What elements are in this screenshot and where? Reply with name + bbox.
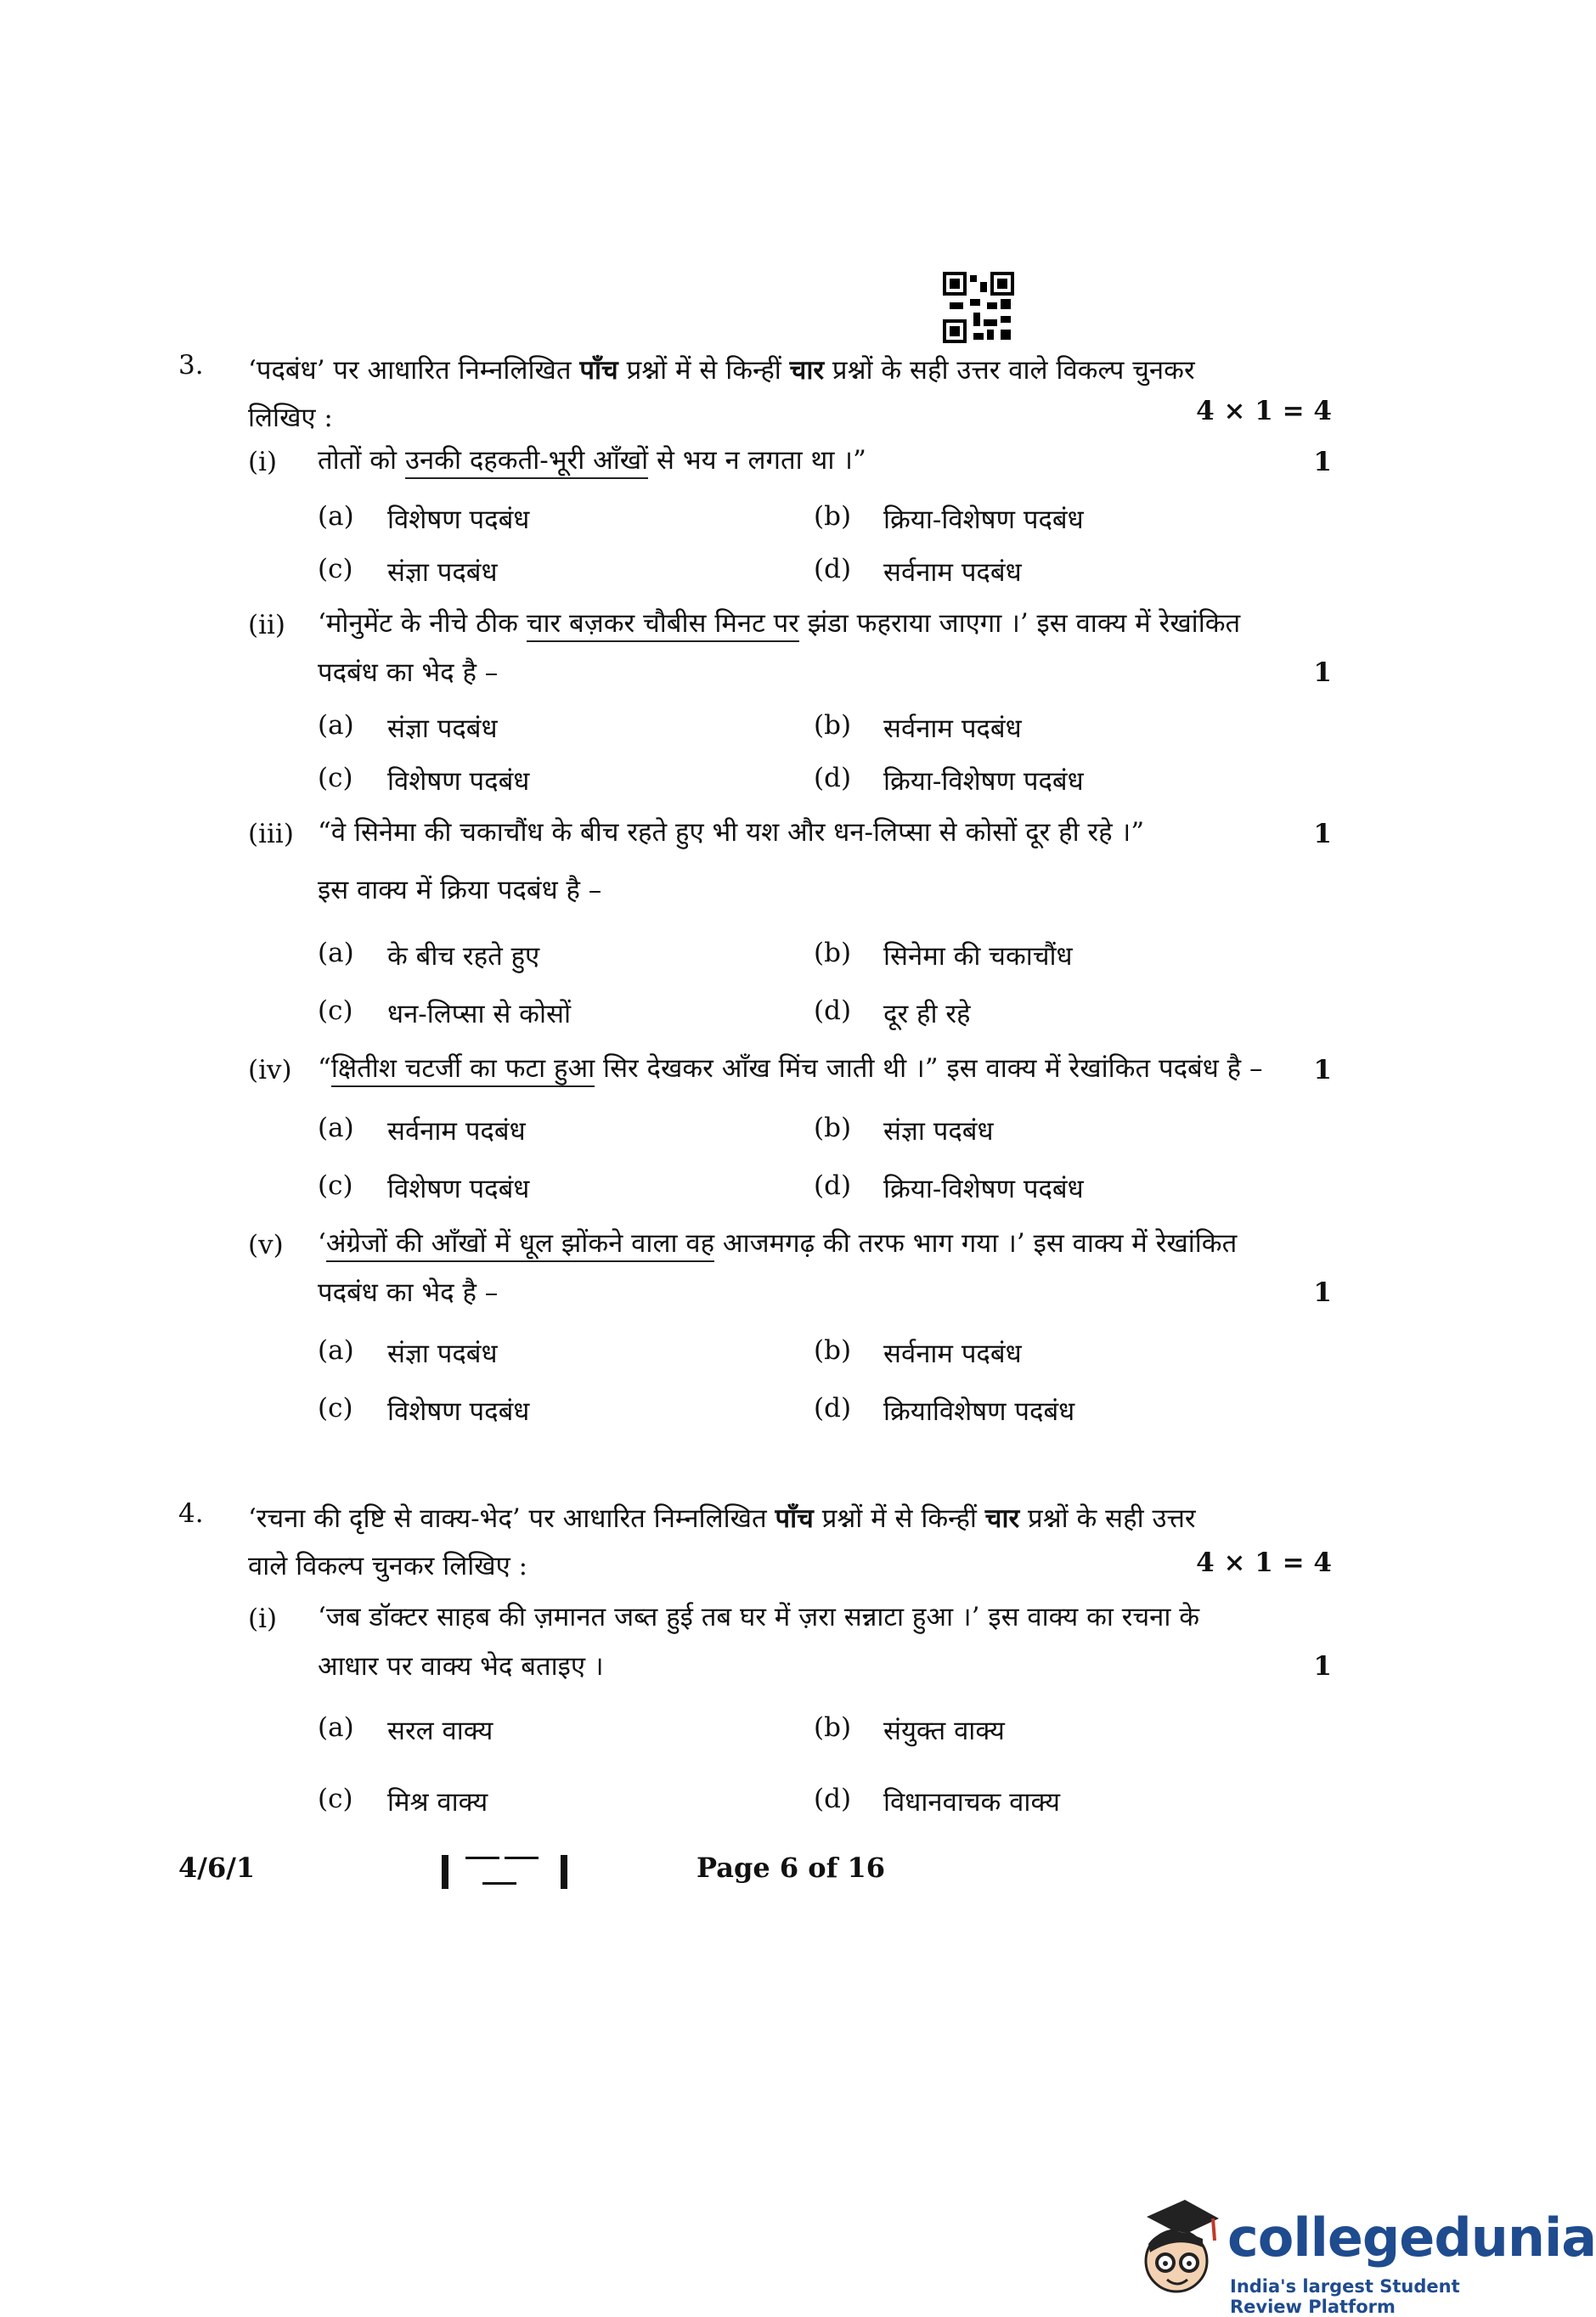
sub-mark: 1 — [1313, 657, 1332, 688]
qr-code-icon — [943, 272, 1014, 343]
barcode-icon — [442, 1852, 569, 1892]
collegedunia-logo — [1130, 2191, 1596, 2317]
logo-wordmark: collegedunia — [1227, 2207, 1596, 2269]
sub-mark: 1 — [1313, 819, 1332, 849]
underlined-phrase: चार बज़कर चौबीस मिनट पर — [527, 608, 799, 642]
exam-page: 3. ‘पदबंध’ पर आधारित निम्नलिखित पाँच प्रश्नों में से किन्हीं चार प्रश्नों के सही उत्तर वाले विकल्प चुनकर लिखिए : 4 × 1 = 4 (i) तोतों को उनकी दहकती-भूरी आँखों से भय न लगता था ।” 1 (a) विशेषण पदबंध (b) क्रिया-विशेषण पदबंध (c) संज्ञा पदबंध (d) सर्वनाम पदबंध (ii) ‘मोनुमेंट के नीचे ठीक चार बज़कर चौबीस मिनट पर झंडा फहराया जाएगा ।’ इस वाक्य में रेखांकित पदबंध का भेद है – 1 (a) संज्ञा पदबंध (b) सर्वनाम पदबंध (c) विशेषण पदबंध (d) क्रिया-विशेषण पदबंध (iii) “वे सिनेमा की चकाचौंध के बीच रहते हुए भी यश और धन-लिप्सा से कोसों दूर ही रहे ।” इस वाक्य में क्रिया पदबंध है – 1 (a) के बीच रहते हुए (b) सिनेमा की चकाचौंध (c) धन-लिप्सा से कोसों (d) दूर ही रहे (iv) “क्षितीश चटर्जी का फटा हुआ सिर देखकर आँख मिंच जाती थी ।” इस वाक्य में रेखांकित पदबंध है – 1 (a) सर्वनाम पदबंध (b) संज्ञा पदबंध (c) विशेषण पदबंध (d) क्रिया-विशेषण पदबंध (v) ‘अंग्रेजों की आँखों में धूल झोंकने वाला वह आजमगढ़ की तरफ भाग गया ।’ इस वाक्य में रेखांकित पदबंध का भेद है – 1 (a) संज्ञा पदबंध (b) सर्वनाम पदबंध (c) विशेषण पदबंध (d) क्रियाविशेषण पदबंध 4. ‘रचना की दृष्टि से वाक्य-भेद’ पर आधारित निम्नलिखित पाँच प्रश्नों में से किन्हीं चार प्रश्नों के सही उत्तर वाले विकल्प चुनकर लिखिए : 4 × 1 = 4 (i) ‘जब डॉक्टर साहब की ज़मानत जब्त हुई तब घर में ज़रा सन्नाटा हुआ ।’ इस वाक्य का रचना के आधार पर वाक्य भेद बताइए । 1 (a) सरल वाक्य (b) संयुक्त वाक्य (c) मिश्र वाक्य (d) विधानवाचक वाक्य 4/6/1 Page 6 of 16 collegedunia India's largest Student Review Platform — [0, 0, 1517, 2315]
marks-allocation: 4 × 1 = 4 — [1196, 1547, 1332, 1578]
sub-mark: 1 — [1313, 1651, 1332, 1682]
sub-mark: 1 — [1313, 1277, 1332, 1308]
question-number: 3. — [178, 350, 204, 381]
logo-tagline: India's largest Student Review Platform — [1230, 2276, 1460, 2317]
underlined-phrase: उनकी दहकती-भूरी आँखों — [405, 445, 648, 479]
question-stem: ‘रचना की दृष्टि से वाक्य-भेद’ पर आधारित निम्नलिखित पाँच प्रश्नों में से किन्हीं चार प्रश्नों के सही उत्तर वाले विकल्प चुनकर लिखिए : — [248, 1503, 1196, 1581]
question-number: 4. — [178, 1498, 204, 1529]
question-stem: ‘पदबंध’ पर आधारित निम्नलिखित पाँच प्रश्नों में से किन्हीं चार प्रश्नों के सही उत्तर वाले विकल्प चुनकर लिखिए : — [248, 355, 1195, 433]
marks-allocation: 4 × 1 = 4 — [1196, 396, 1332, 426]
underlined-phrase: अंग्रेजों की आँखों में धूल झोंकने वाला वह — [326, 1228, 714, 1262]
sub-mark: 1 — [1313, 1055, 1332, 1085]
underlined-phrase: क्षितीश चटर्जी का फटा हुआ — [331, 1053, 595, 1087]
page-number: Page 6 of 16 — [696, 1852, 885, 1884]
paper-code: 4/6/1 — [178, 1852, 256, 1884]
student-mascot-icon — [1130, 2191, 1223, 2310]
sub-mark: 1 — [1313, 447, 1332, 477]
page-footer — [178, 1852, 1342, 1903]
